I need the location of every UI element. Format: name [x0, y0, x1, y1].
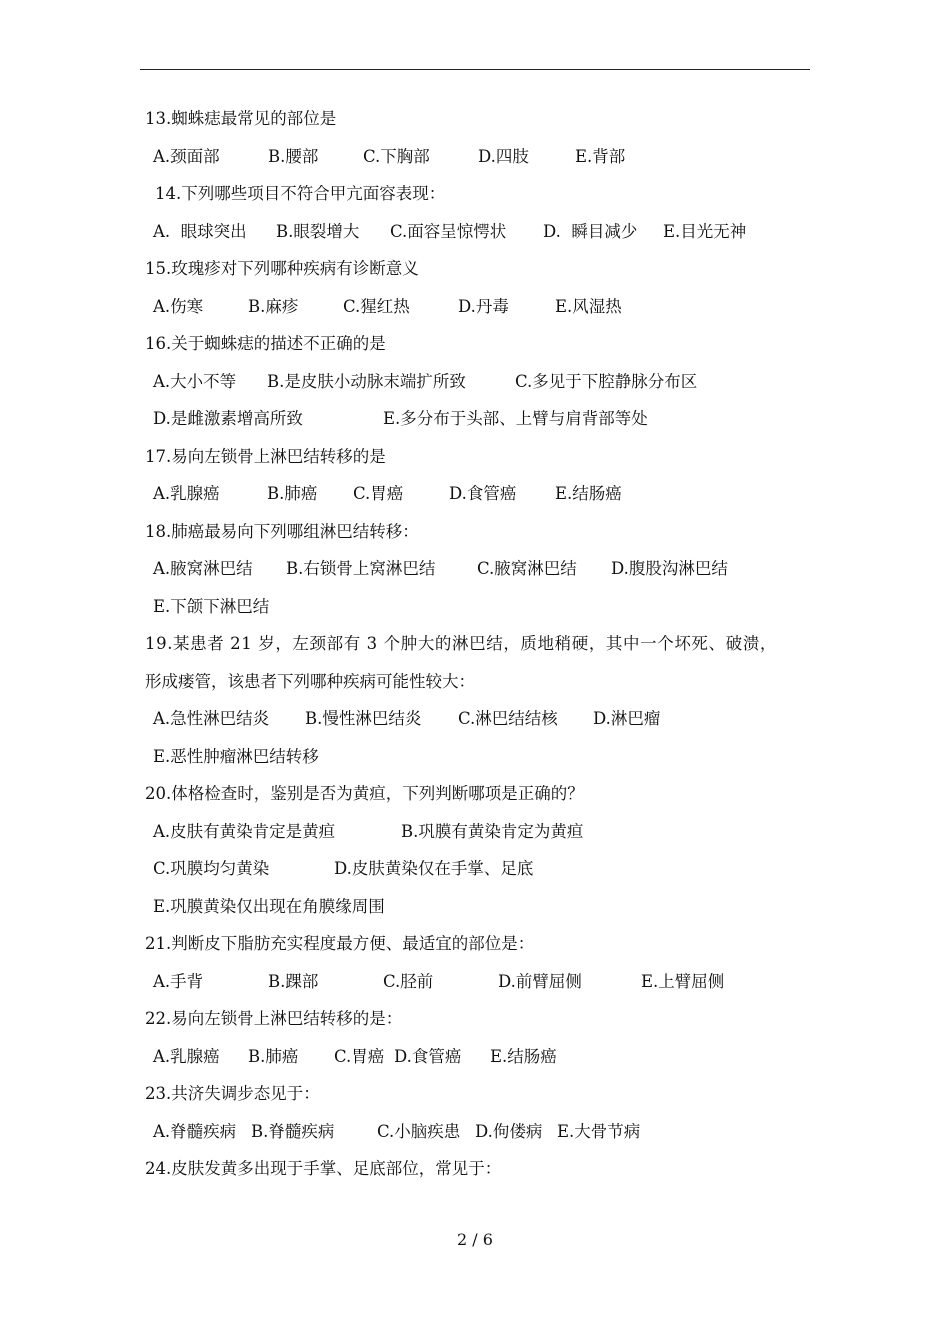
- option: E.大骨节病: [557, 1121, 641, 1141]
- header-rule: [140, 69, 810, 70]
- option: A.乳腺癌: [153, 1046, 220, 1066]
- options-18b: [0, 588, 950, 626]
- question-23: 23.共济失调步态见于：: [145, 1084, 320, 1103]
- option: B.腰部: [268, 146, 319, 166]
- question-15: 15.玫瑰疹对下列哪种疾病有诊断意义: [145, 259, 419, 278]
- question-19-continued: 形成瘘管，该患者下列哪种疾病可能性较大：: [145, 671, 475, 691]
- option: A.脊髓疾病: [153, 1121, 237, 1141]
- options-20c: [0, 888, 950, 926]
- option: A.大小不等: [153, 371, 237, 391]
- option: B.眼裂增大: [276, 221, 360, 241]
- question-24: 24.皮肤发黄多出现于手掌、足底部位，常见于：: [145, 1159, 502, 1178]
- option: B.是皮肤小动脉末端扩所致: [267, 371, 466, 391]
- option: B.肺癌: [267, 484, 318, 503]
- option: C.腋窝淋巴结: [477, 559, 577, 578]
- option: E.结肠癌: [490, 1046, 557, 1066]
- options-13: [0, 138, 950, 176]
- option: C.小脑疾患: [377, 1121, 461, 1141]
- option: C.多见于下腔静脉分布区: [515, 371, 698, 391]
- options-23: [0, 1113, 950, 1151]
- option: C.猩红热: [343, 296, 410, 316]
- option: C.淋巴结结核: [458, 709, 558, 728]
- option: D. 瞬目减少: [543, 221, 638, 241]
- option: E.下颌下淋巴结: [153, 596, 270, 616]
- option: D.淋巴瘤: [593, 709, 661, 728]
- option: E.巩膜黄染仅出现在角膜缘周围: [153, 896, 385, 916]
- option: A.皮肤有黄染肯定是黄疸: [153, 821, 336, 841]
- question-14: 14.下列哪些项目不符合甲亢面容表现：: [155, 184, 446, 203]
- options-17: [0, 475, 950, 513]
- options-19a: [0, 700, 950, 738]
- options-16b: [0, 400, 950, 438]
- option: D.食管癌: [394, 1046, 462, 1066]
- option: E.背部: [575, 146, 626, 166]
- question-22: 22.易向左锁骨上淋巴结转移的是：: [145, 1009, 403, 1028]
- option: D.腹股沟淋巴结: [611, 559, 728, 578]
- question-13: 13.蜘蛛痣最常见的部位是: [145, 109, 337, 128]
- option: E.结肠癌: [555, 484, 622, 503]
- page-number: 2 / 6: [457, 1230, 493, 1249]
- option: B.肺癌: [248, 1046, 299, 1066]
- option: C.胃癌: [334, 1046, 385, 1066]
- option: D.佝偻病: [475, 1121, 543, 1141]
- options-20b: [0, 850, 950, 888]
- option: C.面容呈惊愕状: [390, 221, 507, 241]
- option: D.前臂屈侧: [498, 971, 582, 991]
- option: E.目光无神: [663, 221, 747, 241]
- options-19b: [0, 738, 950, 776]
- option: A.颈面部: [153, 146, 220, 166]
- options-18a: [0, 550, 950, 588]
- option: D.四肢: [478, 146, 529, 166]
- option: A. 眼球突出: [153, 221, 247, 241]
- question-19: 19.某患者 21 岁，左颈部有 3 个肿大的淋巴结，质地稍硬，其中一个坏死、破溃，: [145, 634, 777, 653]
- options-21: [0, 963, 950, 1001]
- option: E.多分布于头部、上臂与肩背部等处: [383, 409, 648, 428]
- option: B.慢性淋巴结炎: [305, 709, 422, 728]
- question-16: 16.关于蜘蛛痣的描述不正确的是: [145, 334, 386, 353]
- options-14: [0, 213, 950, 251]
- option: C.胃癌: [353, 484, 404, 503]
- option: E.风湿热: [555, 296, 622, 316]
- option: A.乳腺癌: [153, 484, 220, 503]
- option: A.腋窝淋巴结: [153, 559, 253, 578]
- options-15: [0, 288, 950, 326]
- question-list: [0, 100, 950, 1188]
- option: E.恶性肿瘤淋巴结转移: [153, 746, 319, 766]
- option: A.手背: [153, 971, 204, 991]
- question-20: 20.体格检查时，鉴别是否为黄疸，下列判断哪项是正确的？: [145, 784, 584, 803]
- option: B.麻疹: [248, 296, 299, 316]
- option: A.急性淋巴结炎: [153, 709, 270, 728]
- option: C.巩膜均匀黄染: [153, 859, 270, 878]
- option: C.胫前: [383, 971, 434, 991]
- option: C.下胸部: [363, 146, 430, 166]
- option: B.巩膜有黄染肯定为黄疸: [401, 821, 584, 841]
- option: D.食管癌: [449, 484, 517, 503]
- options-20a: [0, 813, 950, 851]
- option: E.上臂屈侧: [641, 971, 725, 991]
- question-18: 18.肺癌最易向下列哪组淋巴结转移：: [145, 521, 419, 541]
- option: B.踝部: [268, 971, 319, 991]
- option: A.伤寒: [153, 296, 204, 316]
- option: B.右锁骨上窝淋巴结: [286, 559, 436, 578]
- option: B.脊髓疾病: [251, 1121, 335, 1141]
- options-22: [0, 1038, 950, 1076]
- option: D.丹毒: [458, 296, 509, 316]
- question-21: 21.判断皮下脂肪充实程度最方便、最适宜的部位是：: [145, 934, 535, 953]
- option: D.皮肤黄染仅在手掌、足底: [334, 859, 534, 878]
- option: D.是雌激素增高所致: [153, 409, 303, 428]
- options-16a: [0, 363, 950, 401]
- question-17: 17.易向左锁骨上淋巴结转移的是: [145, 446, 386, 466]
